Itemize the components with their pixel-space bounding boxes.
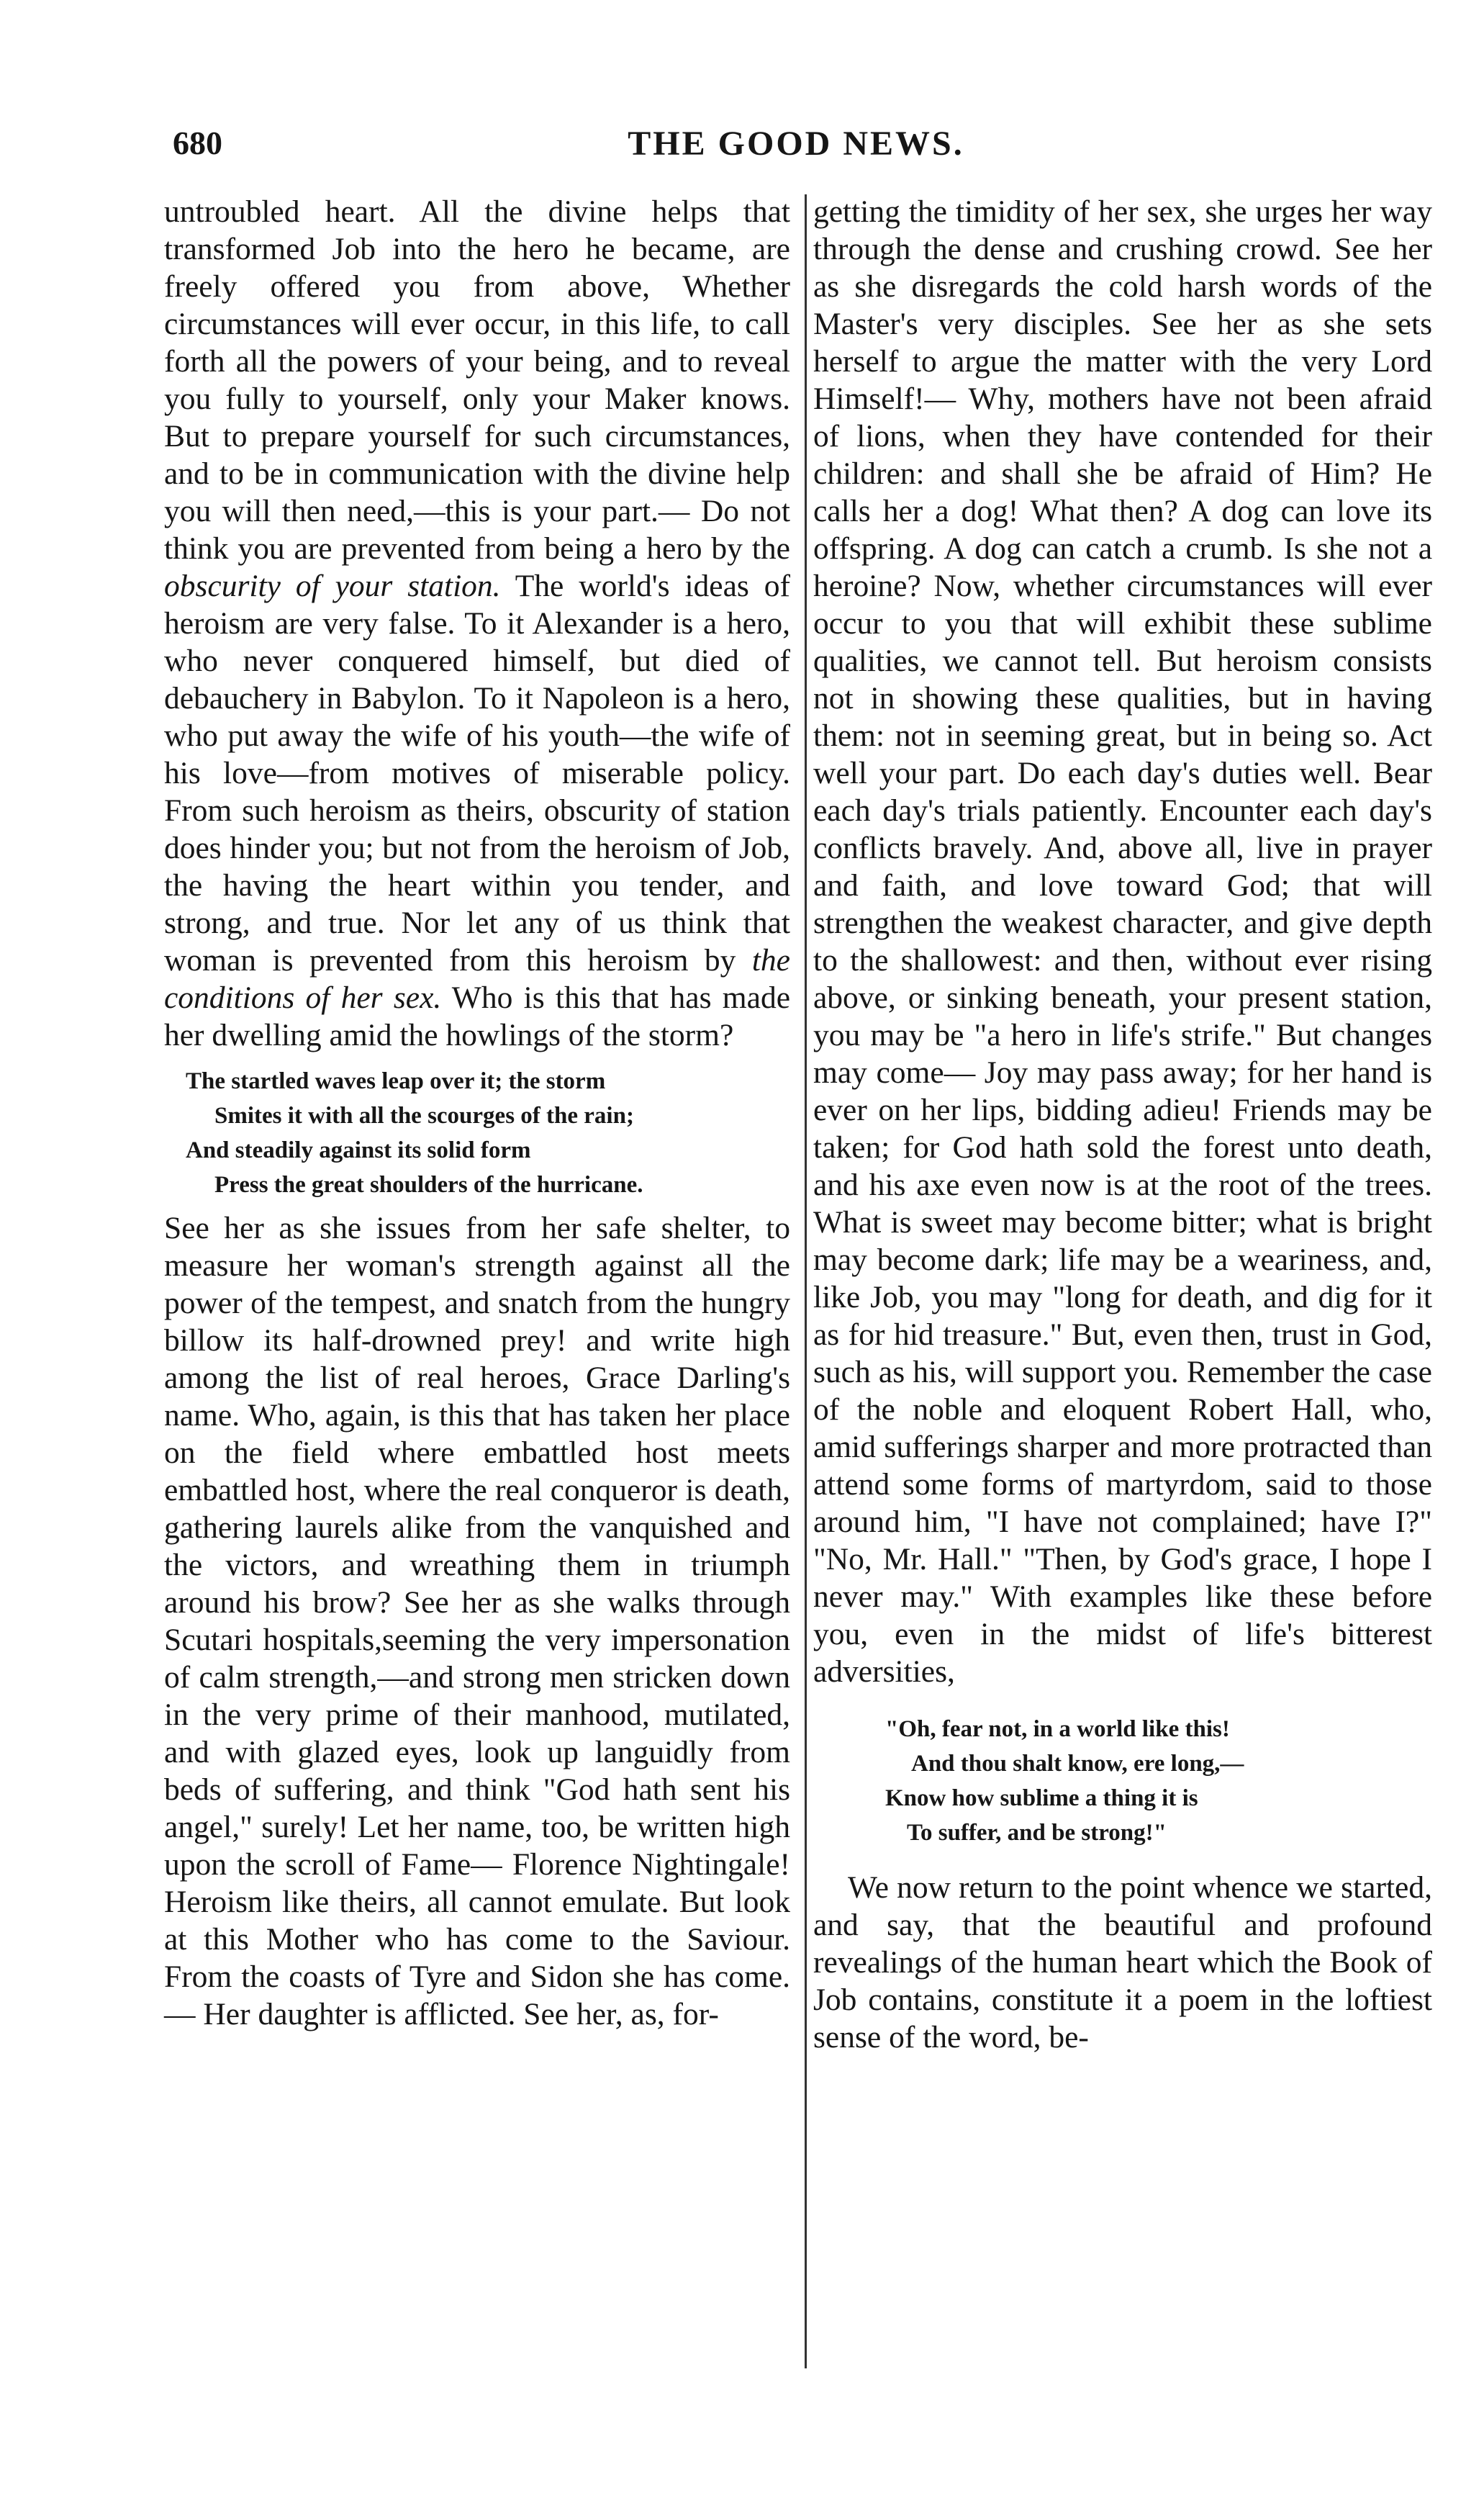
- emphasis-conditions: the conditions of her sex.: [164, 943, 790, 1015]
- right-column: [813, 193, 1432, 2056]
- poem-line: The startled waves leap over it; the storm: [186, 1068, 606, 1094]
- poem-line: And steadily against its solid form: [186, 1137, 531, 1163]
- poem-line: "Oh, fear not, in a world like this!: [885, 1716, 1230, 1742]
- poem-line: To suffer, and be strong!": [907, 1820, 1167, 1846]
- right-paragraph-2: We now return to the point whence we started, and say, that the beautiful and profound revealings of the human heart which the Book of Job contains, constitute it a poem in the loftiest sense of the word, be-: [813, 1870, 1432, 2055]
- left-paragraph-2: See her as she issues from her safe shelter, to measure her woman's strength against all the power of the tempest, and snatch from the hungry billow its half-drowned prey! and write high among the list of real heroes, Grace Darling's name. Who, again, is this that has taken her place on the field where embattled host meets embattled host, where the real conqueror is death, gathering laurels alike from the vanquished and the victors, and wreathing them in triumph around his brow? See her as she walks through Scutari hospitals,seeming the very impersonation of calm strength,—and strong men stricken down in the very prime of their manhood, mutilated, and with glazed eyes, look up languidly from beds of suffering, and think "God hath sent his angel," surely! Let her name, too, be written high upon the scroll of Fame— Florence Nightingale! Heroism like theirs, all cannot emulate. But look at this Mother who has come to the Saviour. From the coasts of Tyre and Sidon she has come.— Her daughter is afflicted. See her, as, for-: [164, 1211, 790, 2031]
- emphasis-obscurity: obscurity of your station.: [164, 569, 501, 603]
- poem-line: And thou shalt know, ere long,—: [911, 1751, 1244, 1777]
- column-rule: [805, 194, 807, 2368]
- poem-line: Press the great shoulders of the hurricane.: [214, 1172, 643, 1198]
- left-paragraph-1: untroubled heart. All the divine helps that transformed Job into the hero he became, are freely offered you from above, Whether circumstances will ever occur, in this life, to call forth all the powers of your being, and to reveal you fully to yourself, only your Maker knows. But to prepare yourself for such circumstances, and to be in communication with the divine help you will then need,—this is your part.— Do not think you are prevented from being a hero by the obscurity of your station. The world's ideas of heroism are very false. To it Alexander is a hero, who never conquered himself, but died of debauchery in Babylon. To it Napoleon is a hero, who put away the wife of his youth—the wife of his love—from motives of miserable policy. From such heroism as theirs, obscurity of station does hinder you; but not from the heroism of Job, the having the heart within you tender, and strong, and true. Nor let any of us think that woman is prevented from this heroism by the conditions of her sex. Who is this that has made her dwelling amid the howlings of the storm?: [164, 194, 790, 1052]
- right-paragraph-1: getting the timidity of her sex, she urges her way through the dense and crushing crowd. See her as she disregards the cold harsh words of the Master's very disciples. See her as she sets herself to argue the matter with the very Lord Himself!— Why, mothers have not been afraid of lions, when they have contended for their children: and shall she be afraid of Him? He calls her a dog! What then? A dog can love its offspring. A dog can catch a crumb. Is she not a heroine? Now, whether circumstances will ever occur to you that will exhibit these sublime qualities, we cannot tell. But heroism consists not in showing these qualities, but in having them: not in seeming great, but in being so. Act well your part. Do each day's duties well. Bear each day's trials patiently. Encounter each day's conflicts bravely. And, above all, live in prayer and faith, and love toward God; that will strengthen the weakest character, and give depth to the shallowest: and then, without ever rising above, or sinking beneath, your present station, you may be "a hero in life's strife." But changes may come— Joy may pass away; for her hand is ever on her lips, bidding adieu! Friends may be taken; for God hath sold the forest unto death, and his axe even now is at the root of the trees. What is sweet may become bitter; what is bright may become dark; life may be a weariness, and, like Job, you may "long for death, and dig for it as for hid treasure." But, even then, trust in God, such as his, will support you. Remember the case of the noble and eloquent Robert Hall, who, amid sufferings sharper and more protracted than attend some forms of martyrdom, said to those around him, "I have not complained; have I?" "No, Mr. Hall." "Then, by God's grace, I hope I never may." With examples like these before you, even in the midst of life's bitterest adversities,: [813, 194, 1432, 1689]
- left-column: [164, 193, 790, 2033]
- poem-line: Know how sublime a thing it is: [885, 1785, 1198, 1811]
- page-number: 680: [173, 125, 222, 161]
- right-poem: [813, 1712, 1432, 1850]
- running-title: THE GOOD NEWS.: [628, 125, 964, 163]
- left-poem: [164, 1064, 790, 1202]
- poem-line: Smites it with all the scourges of the rain;: [214, 1103, 634, 1129]
- running-header: [173, 124, 1419, 174]
